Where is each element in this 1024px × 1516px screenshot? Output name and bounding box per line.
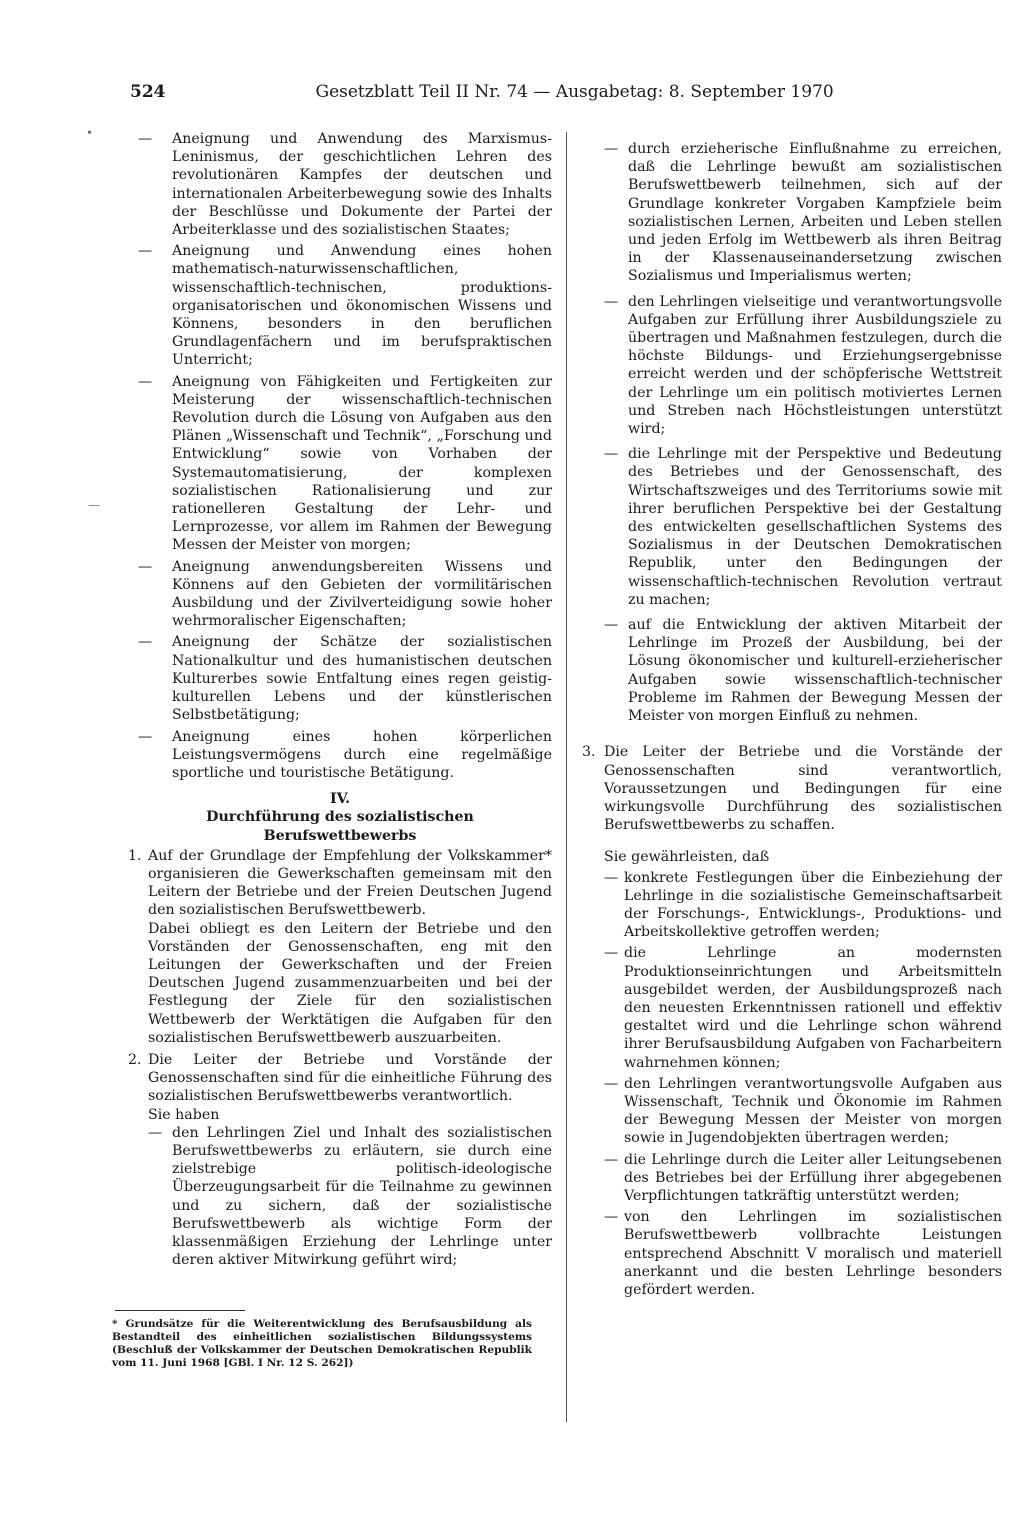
- dash: —: [604, 446, 619, 463]
- paragraph-text: Dabei obliegt es den Leitern der Betriebe und den Vorständen der Genossenschaften, eng mit den Leitungen der Gewerkschaften und der Freien Deutschen Jugend zusammenzuarbeiten und bei der Festlegung der Ziele für den sozialistischen Wettbewerb der Werktätigen die Aufgaben für den sozialistischen Berufswettbewerb auszuarbeiten.: [148, 920, 552, 1046]
- list-item-text: Aneignung von Fähigkeiten und Fertigkeiten zur Meisterung der wissenschaftlich-technischen Revolution durch die Lösung von Aufgaben aus den Plänen „Wissenschaft und Technik“, „Forschung und Entwicklung“ sowie von Vorhaben der Systemautomatisierung, der komplexen sozialistischen Rationalisierung und zur rationelleren Gestaltung der Lehr- und Lernprozesse, vor allem im Rahmen der Bewegung Messen der Meister von morgen;: [172, 373, 552, 554]
- header-title: Gesetzblatt Teil II Nr. 74 — Ausgabetag: 8. September 1970: [315, 82, 834, 102]
- left-column: [128, 130, 552, 1273]
- dash: —: [138, 373, 153, 390]
- dash: —: [138, 634, 153, 651]
- list-item-text: durch erzieherische Einflußnahme zu erreichen, daß die Lehrlinge bewußt am sozialistischen Berufswettbewerb teilnehmen, sich auf der Grundlage konkreter Vorgaben Kampfziele beim sozialistischen Lernen, Arbeiten und Leben stellen und jeden Erfolg im Wettbewerb als ihren Beitrag in der Klassenauseinandersetzung zwischen Sozialismus und Imperialismus werten;: [628, 141, 1002, 285]
- numbered-paragraph: [582, 743, 1002, 1299]
- paragraph-lead: Sie gewährleisten, daß: [604, 849, 770, 866]
- sub-item: [148, 1124, 552, 1270]
- dash: —: [604, 293, 619, 310]
- section-title: Durchführung des sozialistischen Berufswettbewerbs: [206, 809, 474, 844]
- list-item-text: Aneignung anwendungsbereiten Wissens und Könnens auf den Gebieten der vormilitärischen Ausbildung und der Zivilverteidigung sowie hoher wehrmoralischer Eigenschaften;: [172, 558, 552, 630]
- list-item: [582, 140, 1002, 286]
- sub-item: [604, 1151, 1002, 1206]
- sub-item-text: die Lehrlinge an modernsten Produktionseinrichtungen und Arbeitsmitteln ausgebildet werden, der Ausbildungsprozeß nach den neuesten Erkenntnissen rationell und effektiv gestaltet wird und die Lehrlinge schon während ihrer Berufsausbildung Aufgaben von Facharbeitern wahrnehmen können;: [624, 945, 1002, 1071]
- sub-item-text: von den Lehrlingen im sozialistischen Berufswettbewerb vollbrachte Leistungen entsprechend Abschnitt V moralisch und materiell anerkannt und die besten Lehrlinge besonders gefördert werden.: [624, 1209, 1002, 1298]
- list-item-text: Aneignung und Anwendung des Marxismus-Leninismus, der geschichtlichen Lehren des revolutionären Kampfes der deutschen und internationalen Arbeiterbewegung sowie des Inhalts der Beschlüsse und Dokumente der Partei der Arbeiterklasse und des sozialistischen Staates;: [172, 131, 552, 239]
- list-item-text: Aneignung und Anwendung eines hohen mathematisch-naturwissenschaftlichen, wissenschaftlich-technischen, produktions-organisatorischen und ökonomischen Wissens und Könnens, besonders in den beruflichen Grundlagenfächern und im berufspraktischen Unterricht;: [172, 243, 552, 369]
- sub-item: [604, 869, 1002, 942]
- list-item: [128, 373, 552, 555]
- paragraph-number: 1.: [128, 847, 142, 864]
- list-item: [128, 633, 552, 724]
- paragraph-text: Auf der Grundlage der Empfehlung der Volkskammer* organisieren die Gewerkschaften gemeinsam mit den Leitern der Betriebe und der Freien Deutschen Jugend den sozialistischen Berufswettbewerb.: [148, 847, 552, 919]
- list-item: [582, 616, 1002, 725]
- sub-item-text: den Lehrlingen Ziel und Inhalt des sozialistischen Berufswettbewerbs zu erläutern, sie durch eine zielstrebige politisch-ideologische Überzeugungsarbeit für die Teilnahme zu gewinnen und zu sichern, daß der sozialistische Berufswettbewerb als wichtige Form der klassenmäßigen Erziehung der Lehrlinge unter deren aktiver Mitwirkung geführt wird;: [172, 1124, 552, 1269]
- column-divider: [566, 132, 567, 1422]
- scan-mark: —: [88, 498, 100, 512]
- numbered-paragraph: [128, 847, 552, 1047]
- dash: —: [604, 1151, 619, 1168]
- dash: —: [604, 617, 619, 634]
- footnote: * Grundsätze für die Weiterentwicklung des Berufsausbildung als Bestandteil des einheitlichen sozialistischen Bildungssystems (Beschluß der Volkskammer der Deutschen Demokratischen Republik vom 11. Juni 1968 [GBl. I Nr. 12 S. 262]): [112, 1318, 532, 1369]
- dash: —: [604, 141, 619, 157]
- dash: —: [138, 728, 153, 745]
- list-item: [582, 445, 1002, 609]
- footnote-rule: [115, 1310, 245, 1311]
- sub-item: [604, 944, 1002, 1071]
- dash: —: [604, 1075, 619, 1092]
- section-number: IV.: [329, 791, 351, 808]
- list-item-text: die Lehrlinge mit der Perspektive und Bedeutung des Betriebes und der Genossenschaft, des Wirtschaftszweiges und des Territoriums sowie mit ihrer beruflichen Perspektive bei der Gestaltung des entwickelten gesellschaftlichen Systems des Sozialismus in der Deutschen Demokratischen Republik, unter den Bedingungen der wissenschaftlich-technischen Revolution vertraut zu machen;: [628, 446, 1002, 608]
- sub-item: [604, 1075, 1002, 1148]
- list-item: [128, 558, 552, 631]
- list-item-text: Aneignung eines hohen körperlichen Leistungsvermögens durch eine regelmäßige sportliche und touristische Betätigung.: [172, 728, 552, 781]
- list-item-text: den Lehrlingen vielseitige und verantwortungsvolle Aufgaben zur Erfüllung ihrer Ausbildungsziele zu übertragen und Maßnahmen festzulegen, durch die höchste Bildungs- und Erziehungsergebnisse erreicht werden und der schöpferische Wettstreit der Lehrlinge um ein politisch motiviertes Lernen und Streben nach Höchstleistungen unterstützt wird;: [628, 293, 1002, 438]
- list-item-text: Aneignung der Schätze der sozialistischen Nationalkultur und des humanistischen deutschen Kulturerbes sowie Entfaltung eines regen geistig-kulturellen Lebens und der künstlerischen Selbstbetätigung;: [172, 634, 552, 724]
- dash: —: [138, 558, 153, 575]
- dash: —: [604, 1209, 619, 1226]
- paragraph-text: Die Leiter der Betriebe und Vorstände der Genossenschaften sind für die einheitliche Führung des sozialistischen Berufswettbewerbs verantwortlich.: [148, 1051, 552, 1105]
- paragraph-lead: Sie haben: [148, 1106, 220, 1123]
- page-header: [130, 82, 834, 102]
- list-item: [128, 728, 552, 783]
- list-item: [128, 242, 552, 369]
- sub-item-text: die Lehrlinge durch die Leiter aller Leitungsebenen des Betriebes bei der Erfüllung ihrer abgegebenen Verpflichtungen tatkräftig unterstützt werden;: [624, 1151, 1002, 1204]
- numbered-paragraph: [128, 1051, 552, 1269]
- sub-item: [604, 1208, 1002, 1299]
- list-item: [582, 293, 1002, 439]
- scan-mark: •: [86, 126, 94, 140]
- dash: —: [138, 243, 153, 260]
- paragraph-number: 2.: [128, 1051, 142, 1068]
- dash: —: [148, 1124, 163, 1141]
- paragraph-text: Die Leiter der Betriebe und die Vorstände der Genossenschaften sind verantwortlich, Voraussetzungen und Bedingungen für eine wirkungsvolle Durchführung des sozialistischen Berufswettbewerbs zu schaffen.: [604, 744, 1002, 834]
- page-number: 524: [130, 82, 166, 102]
- dash: —: [604, 945, 619, 962]
- list-item: [128, 130, 552, 239]
- sub-item-text: den Lehrlingen verantwortungsvolle Aufgaben aus Wissenschaft, Technik und Ökonomie im Rahmen der Bewegung Messen der Meister von morgen sowie in Jugendobjekten übertragen werden;: [624, 1075, 1002, 1147]
- list-item-text: auf die Entwicklung der aktiven Mitarbeit der Lehrlinge im Prozeß der Ausbildung, bei der Lösung ökonomischer und kulturell-erzieherischer Aufgaben sowie wissenschaftlich-technischer Probleme im Rahmen der Bewegung Messen der Meister von morgen Einfluß zu nehmen.: [628, 617, 1002, 725]
- right-column: [582, 140, 1002, 1302]
- dash: —: [138, 131, 153, 147]
- dash: —: [604, 869, 619, 886]
- sub-item-text: konkrete Festlegungen über die Einbeziehung der Lehrlinge in die sozialistische Gemeinschaftsarbeit der Forschungs-, Entwicklungs-, Produktions- und Arbeitskollektive getroffen werden;: [624, 869, 1002, 941]
- paragraph-number: 3.: [582, 744, 596, 761]
